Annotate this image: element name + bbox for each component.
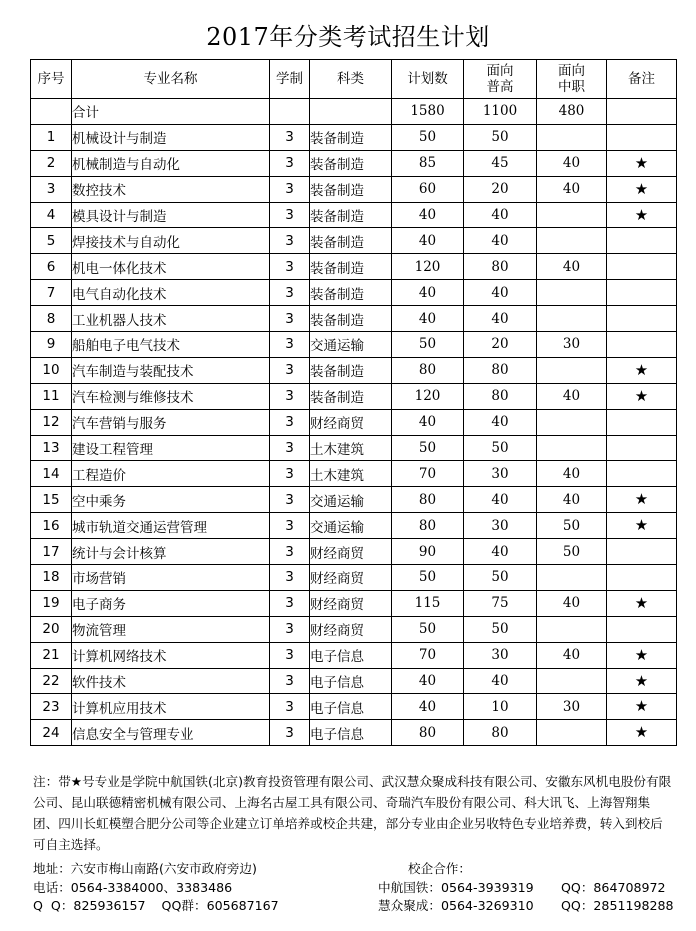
row-general: 30 (464, 461, 537, 487)
star-icon: ★ (607, 694, 677, 720)
row-category: 装备制造 (310, 280, 392, 306)
row-years: 3 (270, 124, 310, 150)
row-vocational (537, 124, 607, 150)
table-row (31, 642, 677, 668)
table-row (31, 720, 677, 746)
row-vocational: 50 (537, 539, 607, 565)
row-index: 20 (31, 616, 72, 642)
row-index: 3 (31, 176, 72, 202)
row-major: 物流管理 (72, 616, 270, 642)
row-general: 80 (464, 254, 537, 280)
row-plan: 50 (392, 332, 464, 358)
row-general: 30 (464, 642, 537, 668)
row-years: 3 (270, 435, 310, 461)
header-vocational-line2: 中职 (558, 79, 585, 95)
row-category: 装备制造 (310, 306, 392, 332)
row-index: 5 (31, 228, 72, 254)
row-plan: 40 (392, 280, 464, 306)
star-icon: ★ (607, 642, 677, 668)
row-major: 汽车制造与装配技术 (72, 357, 270, 383)
header-remark: 备注 (607, 60, 677, 99)
phone-text: 电话：0564-3384000、3383486 (33, 879, 233, 895)
header-general (464, 60, 537, 99)
row-major: 电子商务 (72, 590, 270, 616)
row-index: 22 (31, 668, 72, 694)
star-icon (607, 616, 677, 642)
row-category: 财经商贸 (310, 409, 392, 435)
row-vocational: 30 (537, 694, 607, 720)
address-text: 地址：六安市梅山南路(六安市政府旁边) (33, 861, 257, 876)
row-major: 模具设计与制造 (72, 202, 270, 228)
row-category: 财经商贸 (310, 590, 392, 616)
table-row (31, 409, 677, 435)
row-vocational: 40 (537, 590, 607, 616)
total-vocational: 480 (537, 99, 607, 125)
row-plan: 60 (392, 176, 464, 202)
row-category: 土木建筑 (310, 461, 392, 487)
row-vocational (537, 202, 607, 228)
table-row (31, 487, 677, 513)
row-major: 数控技术 (72, 176, 270, 202)
row-years: 3 (270, 332, 310, 358)
row-major: 电气自动化技术 (72, 280, 270, 306)
row-general: 50 (464, 124, 537, 150)
row-general: 80 (464, 357, 537, 383)
row-category: 装备制造 (310, 228, 392, 254)
row-vocational: 40 (537, 254, 607, 280)
row-vocational (537, 565, 607, 591)
row-major: 工程造价 (72, 461, 270, 487)
contact-info (33, 860, 279, 916)
table-row (31, 461, 677, 487)
row-years: 3 (270, 694, 310, 720)
row-plan: 70 (392, 642, 464, 668)
star-icon: ★ (607, 383, 677, 409)
row-plan: 115 (392, 590, 464, 616)
row-general: 45 (464, 150, 537, 176)
table-row (31, 280, 677, 306)
row-index: 12 (31, 409, 72, 435)
row-general: 40 (464, 306, 537, 332)
row-vocational (537, 280, 607, 306)
partner1-qq: QQ：864708972 (561, 879, 666, 895)
row-general: 30 (464, 513, 537, 539)
table-row (31, 306, 677, 332)
star-icon (607, 435, 677, 461)
table-row (31, 694, 677, 720)
row-major: 市场营销 (72, 565, 270, 591)
row-index: 13 (31, 435, 72, 461)
row-years: 3 (270, 565, 310, 591)
row-index: 7 (31, 280, 72, 306)
row-major: 汽车营销与服务 (72, 409, 270, 435)
row-years: 3 (270, 280, 310, 306)
row-index: 23 (31, 694, 72, 720)
star-icon (607, 565, 677, 591)
total-label: 合计 (72, 99, 270, 125)
row-general: 40 (464, 668, 537, 694)
star-icon: ★ (607, 513, 677, 539)
star-icon: ★ (607, 176, 677, 202)
row-general: 75 (464, 590, 537, 616)
row-category: 装备制造 (310, 150, 392, 176)
coop-title: 校企合作： (408, 861, 471, 876)
header-years: 学制 (270, 60, 310, 99)
star-icon (607, 228, 677, 254)
row-years: 3 (270, 202, 310, 228)
row-vocational (537, 357, 607, 383)
row-plan: 85 (392, 150, 464, 176)
header-major: 专业名称 (72, 60, 270, 99)
partner2-qq: QQ：2851198288 (561, 898, 674, 913)
row-general: 50 (464, 565, 537, 591)
row-index: 16 (31, 513, 72, 539)
row-index: 14 (31, 461, 72, 487)
row-major: 机械制造与自动化 (72, 150, 270, 176)
row-years: 3 (270, 539, 310, 565)
row-major: 焊接技术与自动化 (72, 228, 270, 254)
row-index: 17 (31, 539, 72, 565)
row-index: 11 (31, 383, 72, 409)
row-index: 24 (31, 720, 72, 746)
partner-info (378, 860, 674, 916)
row-vocational (537, 306, 607, 332)
total-category (310, 99, 392, 125)
row-major: 空中乘务 (72, 487, 270, 513)
row-category: 装备制造 (310, 357, 392, 383)
row-vocational (537, 720, 607, 746)
partner2 (378, 897, 674, 916)
row-vocational (537, 616, 607, 642)
row-general: 50 (464, 435, 537, 461)
row-vocational (537, 435, 607, 461)
row-category: 装备制造 (310, 254, 392, 280)
row-plan: 40 (392, 306, 464, 332)
header-plan: 计划数 (392, 60, 464, 99)
row-category: 电子信息 (310, 668, 392, 694)
row-years: 3 (270, 461, 310, 487)
row-category: 电子信息 (310, 720, 392, 746)
row-plan: 80 (392, 357, 464, 383)
total-index (31, 99, 72, 125)
row-years: 3 (270, 668, 310, 694)
star-icon: ★ (607, 487, 677, 513)
row-years: 3 (270, 150, 310, 176)
row-plan: 120 (392, 254, 464, 280)
row-years: 3 (270, 306, 310, 332)
row-years: 3 (270, 590, 310, 616)
row-general: 10 (464, 694, 537, 720)
row-major: 建设工程管理 (72, 435, 270, 461)
row-years: 3 (270, 616, 310, 642)
row-category: 财经商贸 (310, 616, 392, 642)
row-years: 3 (270, 487, 310, 513)
partner1 (378, 879, 674, 898)
partner2-phone: 慧众聚成：0564-3269310 (378, 898, 534, 913)
row-general: 80 (464, 720, 537, 746)
row-category: 装备制造 (310, 383, 392, 409)
row-general: 40 (464, 409, 537, 435)
row-years: 3 (270, 176, 310, 202)
row-index: 10 (31, 357, 72, 383)
header-general-line2: 普高 (486, 79, 514, 95)
row-general: 40 (464, 228, 537, 254)
row-vocational: 40 (537, 487, 607, 513)
table-row (31, 176, 677, 202)
header-general-line1: 面向 (486, 63, 514, 79)
total-row (31, 99, 677, 125)
star-icon: ★ (607, 150, 677, 176)
row-general: 50 (464, 616, 537, 642)
star-icon (607, 280, 677, 306)
row-major: 信息安全与管理专业 (72, 720, 270, 746)
row-category: 电子信息 (310, 694, 392, 720)
row-plan: 40 (392, 228, 464, 254)
table-row (31, 565, 677, 591)
row-index: 6 (31, 254, 72, 280)
table-row (31, 228, 677, 254)
row-years: 3 (270, 513, 310, 539)
row-general: 40 (464, 539, 537, 565)
table-row (31, 590, 677, 616)
row-category: 交通运输 (310, 332, 392, 358)
table-row (31, 616, 677, 642)
row-index: 19 (31, 590, 72, 616)
row-vocational: 30 (537, 332, 607, 358)
row-major: 机械设计与制造 (72, 124, 270, 150)
header-vocational (537, 60, 607, 99)
row-general: 20 (464, 176, 537, 202)
table-row (31, 668, 677, 694)
row-index: 9 (31, 332, 72, 358)
row-index: 2 (31, 150, 72, 176)
row-vocational: 40 (537, 383, 607, 409)
row-category: 交通运输 (310, 487, 392, 513)
row-plan: 40 (392, 668, 464, 694)
row-plan: 80 (392, 720, 464, 746)
row-years: 3 (270, 642, 310, 668)
table-row (31, 513, 677, 539)
row-general: 80 (464, 383, 537, 409)
row-vocational (537, 409, 607, 435)
row-vocational: 40 (537, 176, 607, 202)
row-vocational: 40 (537, 461, 607, 487)
row-category: 电子信息 (310, 642, 392, 668)
row-plan: 50 (392, 565, 464, 591)
star-icon: ★ (607, 668, 677, 694)
row-general: 40 (464, 202, 537, 228)
table-row (31, 539, 677, 565)
star-icon (607, 461, 677, 487)
star-icon: ★ (607, 590, 677, 616)
star-icon (607, 124, 677, 150)
row-index: 21 (31, 642, 72, 668)
star-icon (607, 332, 677, 358)
enrollment-plan-table (30, 59, 677, 746)
header-vocational-line1: 面向 (558, 63, 585, 79)
row-category: 土木建筑 (310, 435, 392, 461)
star-icon: ★ (607, 720, 677, 746)
table-row (31, 357, 677, 383)
row-category: 财经商贸 (310, 539, 392, 565)
row-plan: 80 (392, 487, 464, 513)
row-years: 3 (270, 228, 310, 254)
row-index: 15 (31, 487, 72, 513)
table-row (31, 383, 677, 409)
table-row (31, 435, 677, 461)
row-plan: 40 (392, 694, 464, 720)
row-major: 汽车检测与维修技术 (72, 383, 270, 409)
row-years: 3 (270, 720, 310, 746)
row-vocational: 50 (537, 513, 607, 539)
qq-text: Q Q：825936157 QQ群：605687167 (33, 898, 279, 913)
row-category: 装备制造 (310, 202, 392, 228)
row-general: 40 (464, 280, 537, 306)
row-plan: 50 (392, 124, 464, 150)
row-index: 1 (31, 124, 72, 150)
row-plan: 40 (392, 202, 464, 228)
row-years: 3 (270, 409, 310, 435)
row-major: 统计与会计核算 (72, 539, 270, 565)
header-index: 序号 (31, 60, 72, 99)
star-icon (607, 254, 677, 280)
row-major: 计算机网络技术 (72, 642, 270, 668)
total-years (270, 99, 310, 125)
row-major: 工业机器人技术 (72, 306, 270, 332)
table-row (31, 202, 677, 228)
page-title: 2017年分类考试招生计划 (206, 23, 490, 51)
table-row (31, 150, 677, 176)
row-major: 船舶电子电气技术 (72, 332, 270, 358)
row-index: 8 (31, 306, 72, 332)
row-major: 城市轨道交通运营管理 (72, 513, 270, 539)
row-vocational: 40 (537, 642, 607, 668)
row-major: 计算机应用技术 (72, 694, 270, 720)
total-remark (607, 99, 677, 125)
star-icon: ★ (607, 357, 677, 383)
row-plan: 120 (392, 383, 464, 409)
total-plan: 1580 (392, 99, 464, 125)
row-plan: 50 (392, 435, 464, 461)
row-plan: 90 (392, 539, 464, 565)
row-category: 交通运输 (310, 513, 392, 539)
header-category: 科类 (310, 60, 392, 99)
row-years: 3 (270, 357, 310, 383)
row-category: 装备制造 (310, 124, 392, 150)
row-major: 机电一体化技术 (72, 254, 270, 280)
row-vocational (537, 228, 607, 254)
row-vocational (537, 668, 607, 694)
star-icon (607, 409, 677, 435)
partner1-phone: 中航国铁：0564-3939319 (378, 879, 534, 895)
row-years: 3 (270, 254, 310, 280)
table-row (31, 254, 677, 280)
row-plan: 70 (392, 461, 464, 487)
star-icon (607, 306, 677, 332)
row-category: 装备制造 (310, 176, 392, 202)
row-plan: 80 (392, 513, 464, 539)
footnote: 注：带★号专业是学院中航国铁(北京)教育投资管理有限公司、武汉慧众聚成科技有限公司、安徽东风机电股份有限公司、昆山联德精密机械有限公司、上海名古屋工具有限公司、奇瑞汽车股份有限公司、科大讯飞、上海智翔集团、四川长虹模塑合肥分公司等企业建立订单培养或校企共建，部分专业由企业另收特色专业培养费，转入到校后可自主选择。 (33, 774, 672, 852)
row-general: 20 (464, 332, 537, 358)
row-category: 财经商贸 (310, 565, 392, 591)
header-row (31, 60, 677, 99)
row-index: 18 (31, 565, 72, 591)
row-plan: 50 (392, 616, 464, 642)
star-icon: ★ (607, 202, 677, 228)
total-general: 1100 (464, 99, 537, 125)
row-index: 4 (31, 202, 72, 228)
row-major: 软件技术 (72, 668, 270, 694)
row-years: 3 (270, 383, 310, 409)
row-plan: 40 (392, 409, 464, 435)
row-vocational: 40 (537, 150, 607, 176)
row-general: 40 (464, 487, 537, 513)
table-row (31, 124, 677, 150)
table-row (31, 332, 677, 358)
star-icon (607, 539, 677, 565)
